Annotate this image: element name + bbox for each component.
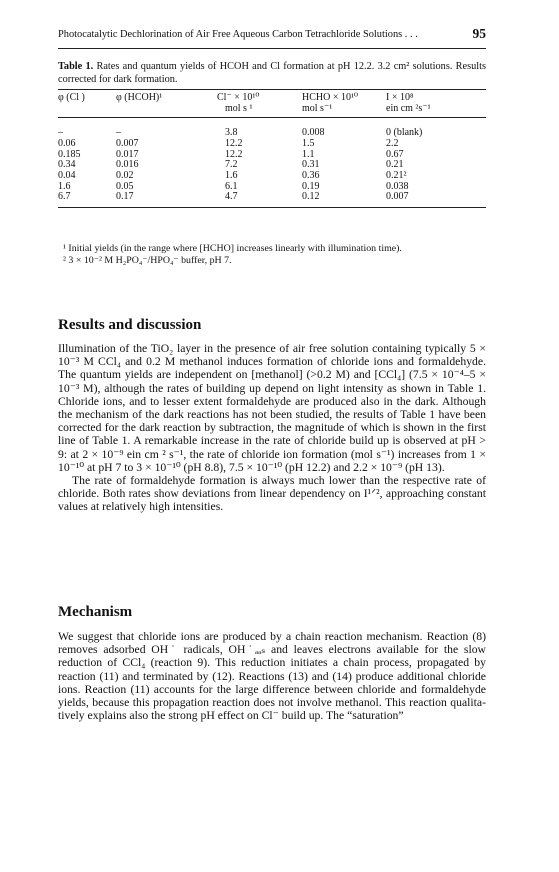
table-cell: 12.2: [225, 137, 243, 149]
running-head-rule: [58, 48, 486, 49]
table-header-rule: [58, 117, 486, 118]
table-cell: 0.007: [386, 191, 409, 203]
table-cell: 0.007: [116, 137, 139, 149]
table-cell: 1.6: [58, 180, 71, 192]
table-cell: 0 (blank): [386, 127, 423, 139]
table-cell: 0.36: [302, 169, 320, 181]
table-cell: 12.2: [225, 148, 243, 160]
table-cell: 0.016: [116, 159, 139, 171]
table-cell: 0.02: [116, 169, 134, 181]
footnote-1: ¹ Initial yields (in the range where [HCHO] increases linearly with illumination time).: [63, 243, 402, 254]
col-header-hcho-rate: HCHO × 10¹⁰ mol s⁻¹: [302, 92, 358, 114]
section-heading-mechanism: Mechanism: [58, 604, 133, 620]
table-cell: 3.8: [225, 127, 238, 139]
table-cell: 0.038: [386, 180, 409, 192]
table-cell: 1.6: [225, 169, 238, 181]
paragraph: Illumination of the TiO₂ layer in the presence of air free solution containing typically 5 × 10⁻³ M CCl₄ and 0.2 M methanol induces formation of chloride ions and formaldehyde. The quantum yields are independent on [methanol] (>0.2 M) and [CCl₄] (7.5 × 10⁻⁴–5 × 10⁻³ M), although the rates of building up depend on light intensity as shown in Table 1. Chloride ions, and to lesser extent formaldehyde are produced also in the dark. Although the mechanism of the dark reactions has not been studied, the results of Table 1 have been corrected for the dark reaction by subtraction, the magnitude of which is shown in the first line of Table 1. A remarkable increase in the rate of chloride build up is observed at pH > 9: at 2 × 10⁻⁹ ein cm ² s⁻¹, the rate of chloride ion formation (mol s⁻¹) increases from 1 × 10⁻¹⁰ at pH 7 to 3 × 10⁻¹⁰ (pH 8.8), 7.5 × 10⁻¹⁰ (pH 12.2) and 2.2 × 10⁻⁹ (pH 13).: [58, 342, 486, 474]
data-table-wrap: [58, 89, 486, 208]
table-cell: 0.05: [116, 180, 134, 192]
paragraph: We suggest that chloride ions are produced by a chain reaction mechanism. Reaction (8) removes adsorbed OH˙ radicals, OH˙ₐₐₛ and leaves electrons available for the slow reduction of CCl₄ (reaction 9). This reduction initiates a chain process, propagated by reaction (11) and terminated by (12). Reactions (13) and (14) produce additional chloride ions. Reaction (11) accounts for the large difference between chloride and formaldehyde yields, because this propagation reaction does not involve methanol. This reaction qualitatively explains also the strong pH effect on Cl⁻ build up. The “saturation”: [58, 630, 486, 723]
table-header-row: [58, 90, 486, 117]
running-head-title: Photocatalytic Dechlorination of Air Free Aqueous Carbon Tetrachloride Solutions . . .: [58, 29, 418, 40]
table-row: [58, 139, 486, 150]
table-cell: 1.5: [302, 137, 315, 149]
table-cell: 0.12: [302, 191, 320, 203]
results-body: [58, 342, 486, 514]
running-head: [58, 25, 486, 45]
table-cell: 0.31: [302, 159, 320, 171]
col-header-cl-rate: Cl⁻ × 10¹⁰ mol s ¹: [217, 92, 260, 114]
table-cell: 0.67: [386, 148, 404, 160]
table-cell: 0.21: [386, 159, 404, 171]
table-cell: 6.1: [225, 180, 238, 192]
page-number: 95: [472, 26, 486, 41]
table-cell: 1.1: [302, 148, 315, 160]
table-cell: 6.7: [58, 191, 71, 203]
table-caption-text: Rates and quantum yields of HCOH and Cl formation at pH 12.2. 3.2 cm² solutions. Results corrected for dark formation.: [58, 61, 486, 85]
paragraph: The rate of formaldehyde formation is always much lower than the respective rate of chloride. Both rates show deviations from linear dependency on I¹ᐟ², approaching constant values at relatively high intensities.: [58, 474, 486, 514]
col-header-phi-hcoh: φ (HCOH)¹: [116, 92, 163, 103]
footnote-2: ² 3 × 10⁻² M H₂PO₄⁻/HPO₄⁻ buffer, pH 7.: [63, 255, 232, 267]
table-cell: 0.19: [302, 180, 320, 192]
data-table: [58, 90, 486, 207]
table-row: [58, 171, 486, 182]
table-cell: –: [58, 127, 63, 139]
col-header-phi-cl: φ (Cl ): [58, 92, 85, 103]
table-row: [58, 192, 486, 207]
table-cell: 0.34: [58, 159, 76, 171]
table-cell: –: [116, 127, 121, 139]
table-cell: 0.017: [116, 148, 139, 160]
table-cell: 4.7: [225, 191, 238, 203]
table-cell: 0.185: [58, 148, 81, 160]
table-cell: 2.2: [386, 137, 399, 149]
section-heading-results: Results and discussion: [58, 317, 202, 333]
table-bottom-rule: [58, 207, 486, 208]
table-cell: 0.21²: [386, 169, 407, 181]
table-cell: 7.2: [225, 159, 238, 171]
table-caption: [58, 61, 486, 86]
table-footnotes: [58, 243, 486, 267]
table-cell: 0.04: [58, 169, 76, 181]
mechanism-body: [58, 630, 486, 722]
table-label: Table 1.: [58, 61, 94, 72]
col-header-intensity: I × 10⁸ ein cm ²s⁻¹: [386, 92, 431, 114]
table-cell: 0.06: [58, 137, 76, 149]
table-cell: 0.17: [116, 191, 134, 203]
table-cell: 0.008: [302, 127, 325, 139]
